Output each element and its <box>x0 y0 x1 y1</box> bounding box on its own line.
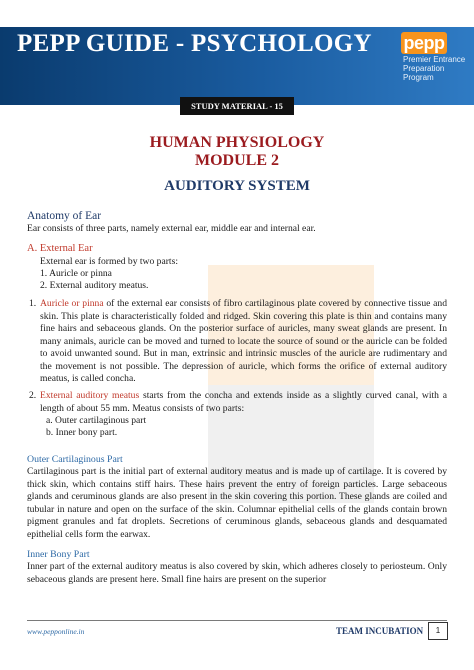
main-heading: HUMAN PHYSIOLOGY <box>149 134 325 151</box>
page-number: 1 <box>428 622 448 640</box>
subsection-title-outer: Outer Cartilaginous Part <box>27 454 123 465</box>
list-item: a. Outer cartilaginous part <box>46 415 147 426</box>
module-heading: MODULE 2 <box>195 152 279 169</box>
anatomy-intro: Ear consists of three parts, namely external ear, middle ear and internal ear. <box>27 223 316 234</box>
study-material-tag: STUDY MATERIAL - 15 <box>180 97 294 115</box>
outer-part-paragraph: Cartilaginous part is the initial part of external auditory meatus and is made up of cartilage. It is covered by thick skin, which contains stiff hairs. These hairs prevent the entry of foreign particles. Large sebaceous glands and ceruminous glands are also present in the skin covering this portion. These glands are coiled and tubular in nature and open on the surface of the skin. Columnar epithelial cells of the glands contain brown pigment granules and fat droplets. Secretions of ceruminous glands, sebaceous glands and desquamated epithelial cells form the earwax. <box>27 466 447 540</box>
logo-subtitle <box>403 55 474 82</box>
page-banner-title: PEPP GUIDE - PSYCHOLOGY <box>17 30 372 57</box>
point-1-text: of the external ear consists of fibro cartilaginous plate covered by connective tissue and skin. This plate is characteristically folded and ridged. Skin covering this plate is thin and contains many fine hairs and sebaceous glands. On the posterior surface of auricles, many sweat glands are present. In many animals, auricle can be moved and turned to locate the source of sound or the auricle can be folded to avoid unwanted sound. But in man, extrinsic and intrinsic muscles of the auricle are rudimentary and the movement is not possible. The depression of auricle, which forms the orifice of external auditory meatus, is called concha. <box>40 298 448 384</box>
footer-divider <box>27 620 447 621</box>
list-item: 2. External auditory meatus. <box>40 280 149 291</box>
point-1-number: 1. <box>29 298 37 309</box>
external-ear-intro: External ear is formed by two parts: <box>40 256 178 267</box>
footer-website-link[interactable]: www.pepponline.in <box>27 627 85 636</box>
point-1-highlight: Auricle or pinna <box>40 298 104 309</box>
point-1-paragraph <box>40 298 447 386</box>
list-item: b. Inner bony part. <box>46 427 118 438</box>
point-2-text: starts from the concha and extends inside as a slightly curved canal, with a length of about 55 mm. Meatus consists of two parts: <box>40 390 447 414</box>
point-2-highlight: External auditory meatus <box>40 390 140 401</box>
section-title-external-ear: A. External Ear <box>27 243 93 254</box>
point-2-paragraph <box>40 390 447 415</box>
subsection-title-inner: Inner Bony Part <box>27 549 90 560</box>
inner-part-paragraph: Inner part of the external auditory meatus is also covered by skin, which adheres closely to periosteum. Only sebaceous glands are present here. Small fine hairs are present on the superior <box>27 561 447 585</box>
topic-heading: AUDITORY SYSTEM <box>164 178 310 194</box>
footer-team-label: TEAM INCUBATION <box>336 626 424 636</box>
section-title-anatomy: Anatomy of Ear <box>27 210 102 222</box>
logo-subtitle-line1: Premier Entrance <box>403 55 466 64</box>
logo-subtitle-line2: Preparation Program <box>403 64 445 82</box>
point-2-number: 2. <box>29 390 37 401</box>
pepp-logo: pepp <box>401 32 447 54</box>
list-item: 1. Auricle or pinna <box>40 268 112 279</box>
